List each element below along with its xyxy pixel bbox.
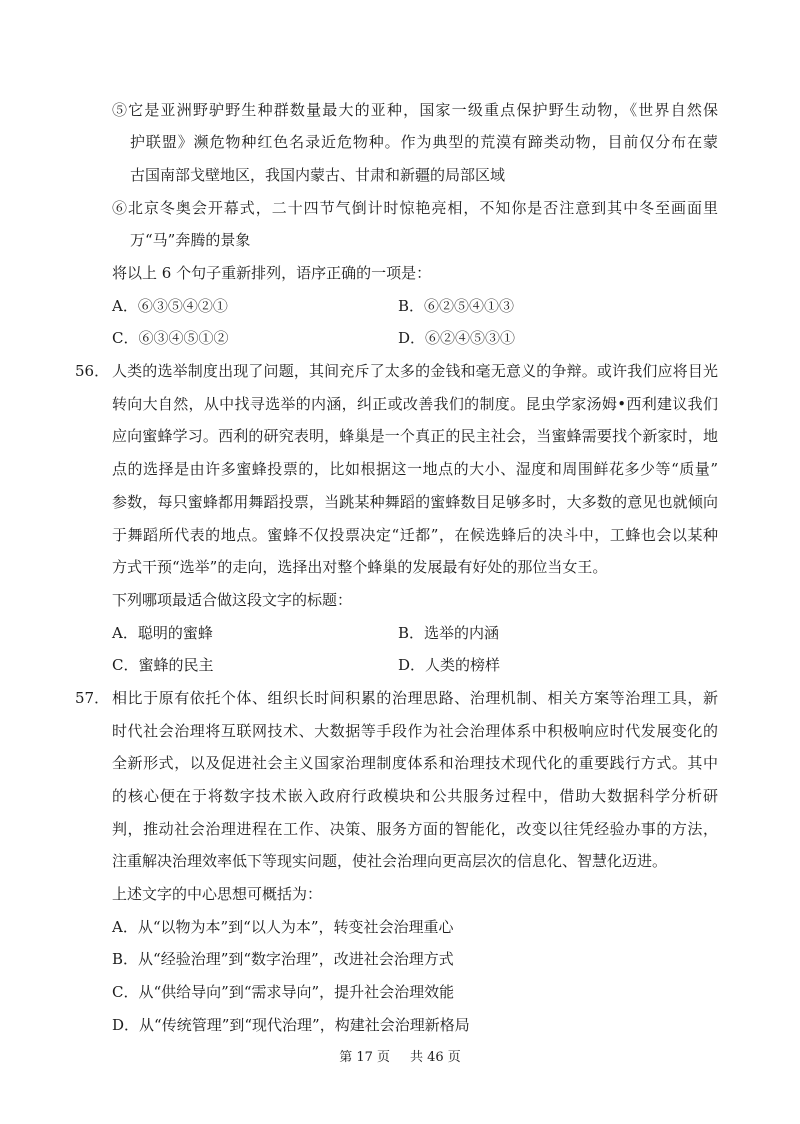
q56-passage-line: 方式干预“选举”的走向，选择出对整个蜂巢的发展最有好处的那位当女王。 — [112, 558, 608, 577]
q56-option-b — [398, 617, 684, 650]
q56-passage-line: 于舞蹈所代表的地点。蜜蜂不仅投票决定“迁都”，在候选蜂后的决斗中，工蜂也会以某种 — [112, 525, 718, 544]
option-label: A． — [112, 623, 138, 642]
q57-option-c — [112, 976, 718, 1009]
option-label: C． — [112, 329, 139, 348]
q57-passage-text: 相比于原有依托个体、组织长时间积累的治理思路、治理机制、相关方案等治理工具，新 — [112, 688, 718, 707]
q56-passage-line: 参数，每只蜜蜂都用舞蹈投票，当跳某种舞蹈的蜜蜂数目足够多时，大多数的意见也就倾向 — [112, 492, 718, 511]
q56-options-row — [112, 649, 718, 682]
q55-option-b — [398, 290, 684, 323]
q56-passage-line: 点的选择是由许多蜜蜂投票的，比如根据这一地点的大小、湿度和周围鲜花多少等“质量” — [112, 460, 718, 479]
q55-option-a — [112, 290, 398, 323]
q56-passage-line — [75, 355, 718, 388]
option-text: 从“经验治理”到“数字治理”，改进社会治理方式 — [138, 950, 454, 969]
q57-passage-line: 注重解决治理效率低下等现实问题，使社会治理向更高层次的信息化、智慧化迈进。 — [112, 852, 668, 871]
option-content — [112, 943, 718, 976]
q55-sentence5-line: 古国南部戈壁地区，我国内蒙古、甘肃和新疆的局部区域 — [130, 165, 506, 184]
q57-option-a — [112, 911, 718, 944]
option-text: 从“传统管理”到“现代治理”，构建社会治理新格局 — [139, 1015, 470, 1034]
q56-passage-text: 人类的选举制度出现了问题，其间充斥了太多的金钱和毫无意义的争辩。或许我们应将目光 — [112, 362, 718, 381]
option-label: A． — [112, 917, 138, 936]
option-text: ⑥②④⑤③① — [425, 329, 516, 348]
q56-passage-line: 转向大自然，从中找寻选举的内涵，纠正或改善我们的制度。昆虫学家汤姆•西利建议我们 — [112, 394, 718, 413]
page-number: 第 17 页 — [339, 1050, 390, 1065]
option-label: D． — [112, 1015, 140, 1034]
option-label: D． — [398, 329, 426, 348]
option-label: B． — [398, 296, 425, 315]
option-content — [112, 976, 718, 1009]
option-label: D． — [398, 656, 426, 675]
q55-options-row — [112, 290, 718, 323]
q57-prompt: 上述文字的中心思想可概括为： — [112, 885, 323, 904]
q55-option-c — [112, 322, 398, 355]
q57-number: 57． — [75, 688, 110, 707]
total-pages: 共 46 页 — [410, 1050, 461, 1065]
q57-passage-line: 判，推动社会治理进程在工作、决策、服务方面的智能化，改变以往凭经验办事的方法， — [112, 819, 718, 838]
q56-number: 56． — [75, 362, 110, 381]
q55-option-d — [398, 322, 684, 355]
q55-sentence6-line: 万“马”奔腾的景象 — [130, 231, 251, 250]
q55-sentence5-line: 护联盟》濒危物种红色名录近危物种。作为典型的荒漠有蹄类动物，目前仅分布在蒙 — [130, 133, 718, 152]
option-label: C． — [112, 656, 139, 675]
option-text: 聪明的蜜蜂 — [137, 623, 213, 642]
q56-options-row — [112, 617, 718, 650]
option-text: 从“供给导向”到“需求导向”，提升社会治理效能 — [138, 983, 455, 1002]
option-text: ⑥③④⑤①② — [138, 329, 229, 348]
q56-option-a — [112, 617, 398, 650]
q56-option-d — [398, 649, 684, 682]
q57-passage-line: 时代社会治理将互联网技术、大数据等手段作为社会治理体系中积极响应时代发展变化的 — [112, 721, 718, 740]
option-text: ⑥③⑤④②① — [137, 296, 228, 315]
q57-option-d — [112, 1009, 718, 1042]
q55-prompt: 将以上 6 个句子重新排列，语序正确的一项是： — [112, 264, 432, 283]
page-content — [0, 94, 800, 1042]
option-label: B． — [398, 623, 425, 642]
option-text: 从“以物为本”到“以人为本”，转变社会治理重心 — [137, 917, 454, 936]
q56-prompt: 下列哪项最适合做这段文字的标题： — [112, 590, 353, 609]
option-text: 人类的榜样 — [425, 656, 501, 675]
q57-passage-line — [75, 682, 718, 715]
q56-option-c — [112, 649, 398, 682]
q55-sentence6-line: ⑥北京冬奥会开幕式，二十四节气倒计时惊艳亮相，不知你是否注意到其中冬至画面里 — [112, 198, 718, 217]
option-label: A． — [112, 296, 138, 315]
q57-passage-line: 全新形式，以及促进社会主义国家治理制度体系和治理技术现代化的重要践行方式。其中 — [112, 754, 718, 773]
option-content — [112, 1009, 718, 1042]
option-text: 蜜蜂的民主 — [138, 656, 214, 675]
option-label: C． — [112, 983, 139, 1002]
option-text: 选举的内涵 — [424, 623, 500, 642]
option-content — [112, 911, 718, 944]
q55-sentence5-line: ⑤它是亚洲野驴野生种群数量最大的亚种，国家一级重点保护野生动物，《世界自然保 — [112, 100, 718, 119]
option-label: B． — [112, 950, 139, 969]
page-footer — [0, 1048, 800, 1068]
option-text: ⑥②⑤④①③ — [424, 296, 515, 315]
q57-option-b — [112, 943, 718, 976]
q55-options-row — [112, 322, 718, 355]
q56-passage-line: 应向蜜蜂学习。西利的研究表明，蜂巢是一个真正的民主社会，当蜜蜂需要找个新家时，地 — [112, 427, 718, 446]
q57-passage-line: 的核心便在于将数字技术嵌入政府行政模块和公共服务过程中，借助大数据科学分析研 — [112, 787, 718, 806]
